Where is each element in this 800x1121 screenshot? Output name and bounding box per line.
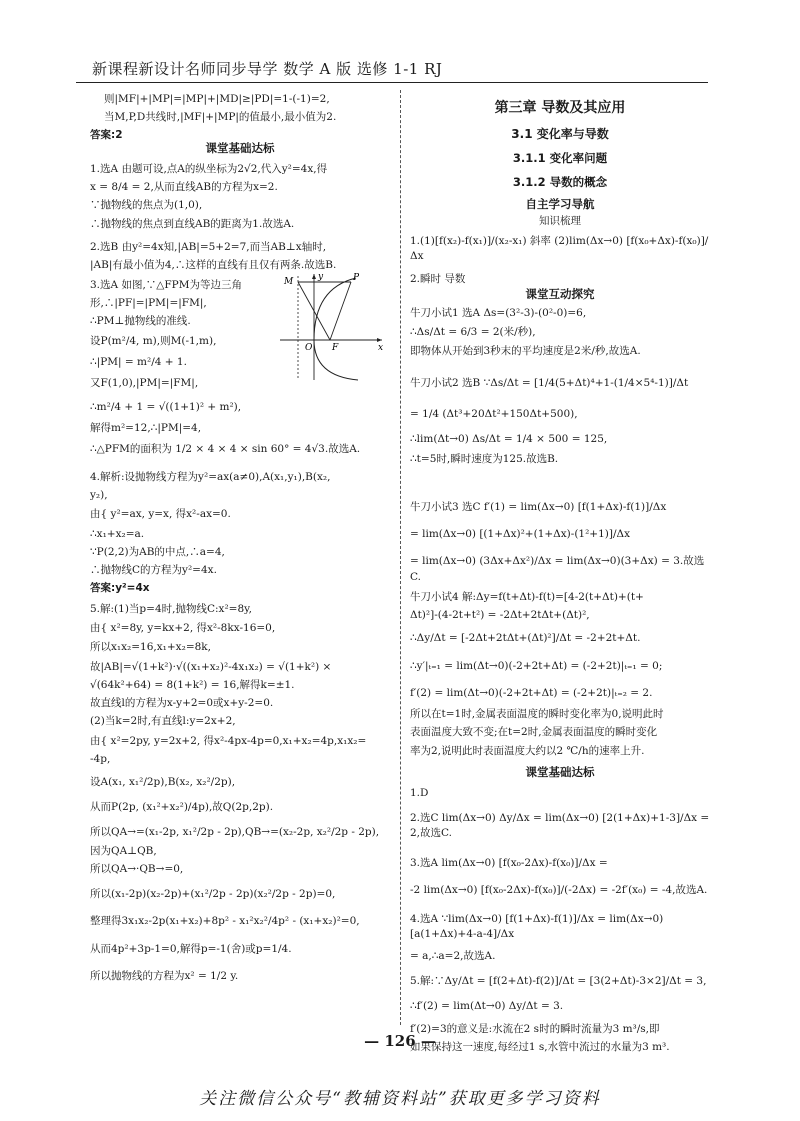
label-y: y <box>318 272 324 282</box>
trial-2-b: = 1/4 (Δt³+20Δt²+150Δt+500), <box>410 408 578 421</box>
subsection-1: 3.1.1 变化率问题 <box>512 151 608 165</box>
guide-heading: 自主学习导航 <box>525 197 595 211</box>
trial-4-h: 率为2,说明此时表面温度大约以2 ℃/h的速率上升. <box>410 744 645 757</box>
chapter-title: 第三章 导数及其应用 <box>494 100 626 116</box>
q3-line-h: 解得m²=12,∴|PM|=4, <box>90 422 202 435</box>
trial-3-c: = lim(Δx→0) (3Δx+Δx²)/Δx = lim(Δx→0)(3+Δx) = 3.故选C. <box>410 555 705 583</box>
q3-line-e: ∴|PM| = m²/4 + 1. <box>90 355 187 368</box>
q5-line-a: 5.解:(1)当p=4时,抛物线C:x²=8y, <box>90 603 253 615</box>
q4-line-e: ∵P(2,2)为AB的中点,∴a=4, <box>90 545 225 558</box>
trial-3-b: = lim(Δx→0) [(1+Δx)²+(1+Δx)-(1²+1)]/Δx <box>410 528 631 541</box>
trial-4-d: ∴y′|ₜ₌₁ = lim(Δt→0)(-2+2t+Δt) = (-2+2t)|ₜ₌₁ = 0; <box>410 659 663 672</box>
page-header <box>76 52 708 83</box>
q1-line-b: x = 8/4 = 2,从而直线AB的方程为x=2. <box>90 181 278 194</box>
trial-4-g: 表面温度大致不变;在t=2时,金属表面温度的瞬时变化 <box>410 726 658 739</box>
q4-line-d: ∴x₁+x₂=a. <box>90 527 145 540</box>
label-f: F <box>332 343 339 353</box>
intro-line-2: 当M,P,D共线时,|MF|+|MP|的值最小,最小值为2. <box>104 111 337 124</box>
trial-2-d: ∴t=5时,瞬时速度为125.故选B. <box>410 452 559 465</box>
q5-line-i: -4p, <box>90 752 111 765</box>
q5-line-j: 设A(x₁, x₁²/2p),B(x₂, x₂²/2p), <box>90 775 236 788</box>
basic-heading: 课堂基础达标 <box>525 765 595 779</box>
trial-4-e: f′(2) = lim(Δt→0)(-2+2t+Δt) = (-2+2t)|ₜ₌₂ = 2. <box>410 686 653 699</box>
basic-5-a: 5.解:∵Δy/Δt = [f(2+Δt)-f(2)]/Δt = [3(2+Δt)-3×2]/Δt = 3, <box>410 974 707 987</box>
basic-3-b: -2 lim(Δx→0) [f(x₀-2Δx)-f(x₀)]/(-2Δx) = -2f′(x₀) = -4,故选A. <box>410 883 708 896</box>
q5-line-l: 所以QA→=(x₁-2p, x₁²/2p - 2p),QB→=(x₂-2p, x₂²/2p - 2p), <box>90 826 380 839</box>
trial-3-a: 牛刀小试3 选C f′(1) = lim(Δx→0) [f(1+Δx)-f(1)]/Δx <box>410 501 667 513</box>
label-m: M <box>284 277 294 287</box>
q5-line-p: 整理得3x₁x₂-2p(x₁+x₂)+8p² - x₁²x₂²/4p² - (x₁+x₂)²=0, <box>90 915 360 928</box>
trial-4-a: 牛刀小试4 解:Δy=f(t+Δt)-f(t)=[4-2(t+Δt)+(t+ <box>410 591 644 603</box>
basic-5-d: 如果保持这一速度,每经过1 s,水管中流过的水量为3 m³. <box>410 1041 670 1054</box>
q1-line-d: ∴抛物线的焦点到直线AB的距离为1.故选A. <box>90 217 295 230</box>
q2-line-a: 2.选B 由y²=4x知,|AB|=5+2=7,而当AB⊥x轴时, <box>90 241 327 253</box>
intro-line-1: 则|MF|+|MP|=|MP|+|MD|≥|PD|=1-(-1)=2, <box>104 93 330 105</box>
q5-line-h: 由{ x²=2py, y=2x+2, 得x²-4px-4p=0,x₁+x₂=4p,x₁x₂= <box>90 734 367 747</box>
q3-line-a: 3.选A 如图,∵△FPM为等边三角 <box>90 279 242 291</box>
trial-2-a: 牛刀小试2 选B ∵Δs/Δt = [1/4(5+Δt)⁴+1-(1/4×5⁴-1)]/Δt <box>410 377 689 389</box>
q5-line-f: 故直线l的方程为x-y+2=0或x+y-2=0. <box>90 697 274 710</box>
trial-1-c: 即物体从开始到3秒末的平均速度是2米/秒,故选A. <box>410 345 641 358</box>
basic-1: 1.D <box>410 787 429 799</box>
intro-answer: 答案:2 <box>90 129 123 142</box>
q4-line-a: 4.解析:设抛物线方程为y²=ax(a≠0),A(x₁,y₁),B(x₂, <box>90 471 331 483</box>
q3-line-b: 形,∴|PF|=|PM|=|FM|, <box>90 297 207 310</box>
label-x: x <box>378 343 384 353</box>
column-divider <box>400 90 401 1025</box>
q3-line-d: 设P(m²/4, m),则M(-1,m), <box>90 334 217 347</box>
q5-line-k: 从而P(2p, (x₁²+x₂²)/4p),故Q(2p,2p). <box>90 801 274 814</box>
header-title: 新课程新设计名师同步导学 数学 A 版 选修 1-1 RJ <box>92 60 443 78</box>
label-o: O <box>305 343 313 353</box>
q5-line-r: 所以抛物线的方程为x² = 1/2 y. <box>90 969 239 982</box>
q3-line-i: ∴△PFM的面积为 1/2 × 4 × 4 × sin 60° = 4√3.故选A. <box>90 443 361 456</box>
q5-line-e: √(64k²+64) = 8(1+k²) = 16,解得k=±1. <box>90 678 295 691</box>
basic-5-b: ∴f′(2) = lim(Δt→0) Δy/Δt = 3. <box>410 999 564 1012</box>
q5-line-c: 所以x₁x₂=16,x₁+x₂=8k, <box>90 641 211 654</box>
knowledge-1: 1.(1)[f(x₂)-f(x₁)]/(x₂-x₁) 斜率 (2)lim(Δx→0) [f(x₀+Δx)-f(x₀)]/Δx <box>410 235 709 263</box>
basic-3-a: 3.选A lim(Δx→0) [f(x₀-2Δx)-f(x₀)]/Δx = <box>410 856 608 869</box>
q5-line-q: 从而4p²+3p-1=0,解得p=-1(舍)或p=1/4. <box>90 942 292 955</box>
q5-line-o: 所以(x₁-2p)(x₂-2p)+(x₁²/2p - 2p)(x₂²/2p - 2p)=0, <box>90 888 336 901</box>
trial-2-c: ∴lim(Δt→0) Δs/Δt = 1/4 × 500 = 125, <box>410 433 608 446</box>
q4-line-c: 由{ y²=ax, y=x, 得x²-ax=0. <box>90 508 231 521</box>
section-title: 3.1 变化率与导数 <box>511 127 609 141</box>
q1-line-a: 1.选A 由题可设,点A的纵坐标为2√2,代入y²=4x,得 <box>90 163 328 175</box>
q5-line-n: 所以QA→·QB→=0, <box>90 862 184 875</box>
trial-4-b: Δt)²]-(4-2t+t²) = -2Δt+2tΔt+(Δt)², <box>410 609 590 622</box>
q5-line-g: (2)当k=2时,有直线l:y=2x+2, <box>90 715 236 728</box>
parabola-figure <box>278 270 386 382</box>
q1-line-c: ∵抛物线的焦点为(1,0), <box>90 199 203 212</box>
q3-line-c: ∴PM⊥抛物线的准线. <box>90 315 191 328</box>
knowledge-2: 2.瞬时 导数 <box>410 273 466 286</box>
basic-5-c: f′(2)=3的意义是:水流在2 s时的瞬时流量为3 m³/s,即 <box>410 1023 660 1036</box>
q2-line-b: |AB|有最小值为4,∴这样的直线有且仅有两条.故选B. <box>90 259 337 272</box>
q4-answer: 答案:y²=4x <box>90 582 150 595</box>
basic-2: 2.选C lim(Δx→0) Δy/Δx = lim(Δx→0) [2(1+Δx)+1-3]/Δx = 2,故选C. <box>410 812 710 840</box>
basic-4-b: = a,∴a=2,故选A. <box>410 949 496 962</box>
q5-line-d: 故|AB|=√(1+k²)·√((x₁+x₂)²-4x₁x₂) = √(1+k²) × <box>90 660 332 673</box>
basic-4-a: 4.选A ∵lim(Δx→0) [f(1+Δx)-f(1)]/Δx = lim(Δx→0) [a(1+Δx)+4-a-4]/Δx <box>410 913 664 941</box>
trial-1-a: 牛刀小试1 选A Δs=(3²-3)-(0²-0)=6, <box>410 307 587 319</box>
subsection-2: 3.1.2 导数的概念 <box>512 175 608 189</box>
knowledge-heading: 知识梳理 <box>539 215 581 227</box>
page-number: — 126 — <box>364 1032 436 1050</box>
q3-line-g: ∴m²/4 + 1 = √((1+1)² + m²), <box>90 401 242 413</box>
explore-heading: 课堂互动探究 <box>525 287 595 301</box>
q4-line-b: y₂), <box>90 489 108 502</box>
footer-note: 关注微信公众号“教辅资料站”获取更多学习资料 <box>199 1089 601 1109</box>
q3-line-f: 又F(1,0),|PM|=|FM|, <box>90 377 199 390</box>
label-p: P <box>353 273 360 283</box>
trial-1-b: ∴Δs/Δt = 6/3 = 2(米/秒), <box>410 326 536 339</box>
q5-line-b: 由{ x²=8y, y=kx+2, 得x²-8kx-16=0, <box>90 622 276 635</box>
trial-4-c: ∴Δy/Δt = [-2Δt+2tΔt+(Δt)²]/Δt = -2+2t+Δt. <box>410 632 641 645</box>
q5-line-m: 因为QA⊥QB, <box>90 844 157 857</box>
trial-4-f: 所以在t=1时,金属表面温度的瞬时变化率为0,说明此时 <box>410 708 664 721</box>
q4-line-f: ∴抛物线C的方程为y²=4x. <box>90 564 217 577</box>
left-heading: 课堂基础达标 <box>205 141 275 155</box>
